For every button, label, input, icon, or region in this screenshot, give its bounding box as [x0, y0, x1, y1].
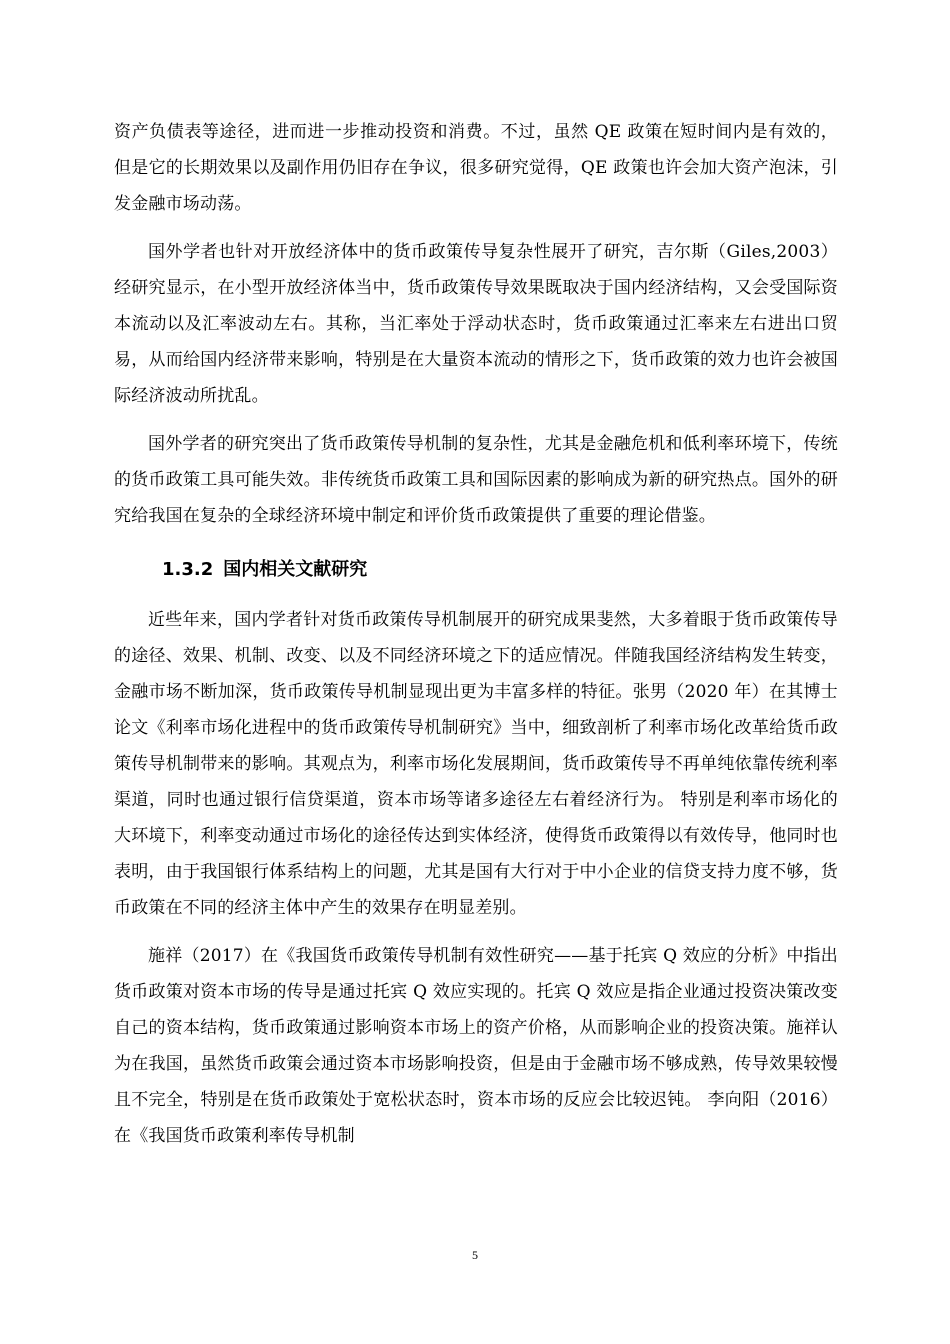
page-number: 5	[472, 1248, 478, 1262]
paragraph-giles-open-economy: 国外学者也针对开放经济体中的货币政策传导复杂性展开了研究，吉尔斯（Giles,2003）经研究显示，在小型开放经济体当中，货币政策传导效果既取决于国内经济结构，又会受国际资本流动以及汇率波动左右。其称，当汇率处于浮动状态时，货币政策通过汇率来左右进出口贸易，从而给国内经济带来影响，特别是在大量资本流动的情形之下，货币政策的效力也许会被国际经济波动所扰乱。	[114, 242, 838, 406]
paragraph-domestic-research: 近些年来，国内学者针对货币政策传导机制展开的研究成果斐然，大多着眼于货币政策传导的途径、效果、机制、改变、以及不同经济环境之下的适应情况。伴随我国经济结构发生转变，金融市场不断加深，货币政策传导机制显现出更为丰富多样的特征。张男（2020 年）在其博士论文《利率市场化进程中的货币政策传导机制研究》当中，细致剖析了利率市场化改革给货币政策传导机制带来的影响。其观点为，利率市场化发展期间，货币政策传导不再单纯依靠传统利率渠道，同时也通过银行信贷渠道，资本市场等诸多途径左右着经济行为。 特别是利率市场化的大环境下，利率变动通过市场化的途径传达到实体经济，使得货币政策得以有效传导，他同时也表明，由于我国银行体系结构上的问题，尤其是国有大行对于中小企业的信贷支持力度不够，货币政策在不同的经济主体中产生的效果存在明显差别。	[114, 610, 838, 918]
section-number: 1.3.2	[162, 559, 214, 580]
paragraph-continued: 资产负债表等途径，进而进一步推动投资和消费。不过，虽然 QE 政策在短时间内是有效的，但是它的长期效果以及副作用仍旧存在争议，很多研究觉得，QE 政策也许会加大资产泡沫，引发金融市场动荡。	[114, 122, 838, 214]
page-body	[114, 114, 838, 1154]
section-title: 国内相关文献研究	[223, 559, 368, 580]
paragraph-foreign-summary: 国外学者的研究突出了货币政策传导机制的复杂性，尤其是金融危机和低利率环境下，传统的货币政策工具可能失效。非传统货币政策工具和国际因素的影响成为新的研究热点。国外的研究给我国在复杂的全球经济环境中制定和评价货币政策提供了重要的理论借鉴。	[114, 434, 838, 526]
section-heading	[162, 552, 838, 588]
paragraph-tobin-q: 施祥（2017）在《我国货币政策传导机制有效性研究——基于托宾 Q 效应的分析》中指出货币政策对资本市场的传导是通过托宾 Q 效应实现的。托宾 Q 效应是指企业通过投资决策改变自己的资本结构，货币政策通过影响资本市场上的资产价格，从而影响企业的投资决策。施祥认为在我国，虽然货币政策会通过资本市场影响投资，但是由于金融市场不够成熟，传导效果较慢且不完全，特别是在货币政策处于宽松状态时，资本市场的反应会比较迟钝。 李向阳（2016）在《我国货币政策利率传导机制	[114, 946, 838, 1146]
